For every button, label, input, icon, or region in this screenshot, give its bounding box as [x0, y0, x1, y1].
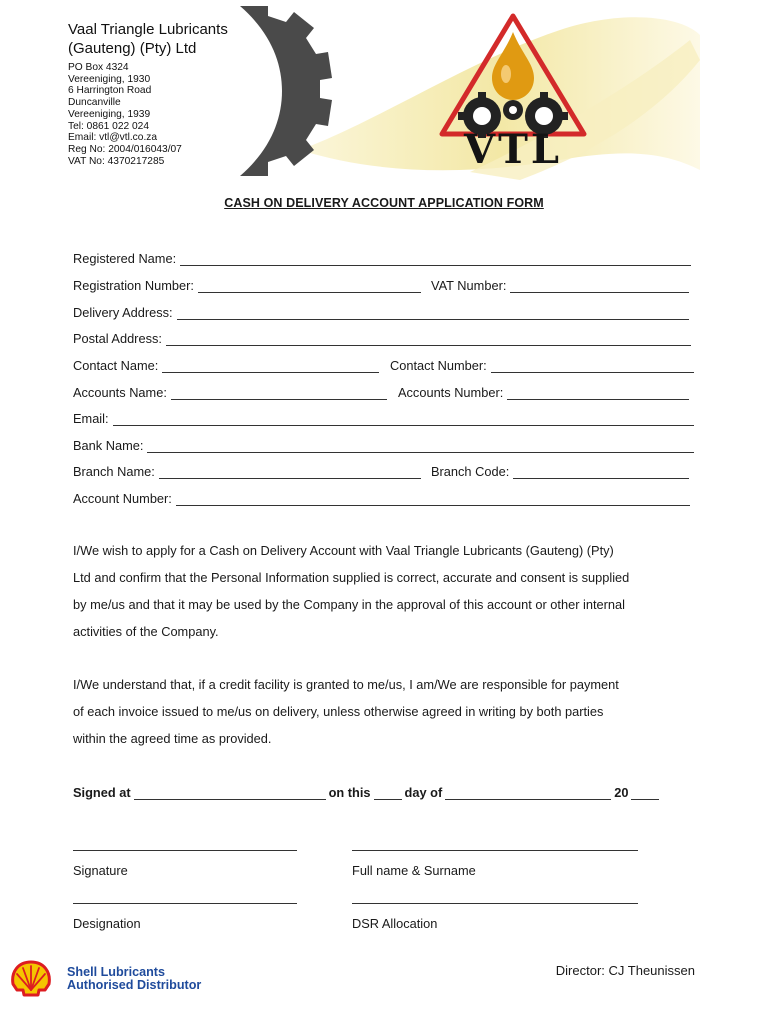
detail-vat-no: VAT No: 4370217285	[68, 155, 165, 167]
dsr-allocation-label: DSR Allocation	[352, 916, 438, 931]
on-this-label: on this	[328, 785, 371, 800]
detail-tel: Tel: 0861 022 024	[68, 120, 150, 132]
dsr-allocation-line[interactable]	[352, 902, 638, 904]
consent-line-1: I/We wish to apply for a Cash on Delivery Account with Vaal Triangle Lubricants (Gauteng) (Pty)	[73, 543, 614, 558]
row-registration-vat	[73, 275, 691, 293]
vat-number-line[interactable]	[510, 279, 689, 293]
registered-name-field[interactable]	[73, 248, 691, 266]
shell-line-2: Authorised Distributor	[67, 978, 202, 992]
consent-line-4: activities of the Company.	[73, 624, 219, 639]
responsibility-line-2: of each invoice issued to me/us on delivery, unless otherwise agreed in writing by both parties	[73, 704, 604, 719]
responsibility-line-1: I/We understand that, if a credit facility is granted to me/us, I am/We are responsible for payment	[73, 677, 619, 692]
signed-at-label: Signed at	[73, 785, 131, 800]
year-prefix-label: 20	[614, 785, 629, 800]
account-number-field[interactable]	[73, 488, 690, 506]
full-name-label: Full name & Surname	[352, 863, 476, 878]
bank-name-field[interactable]	[73, 435, 694, 453]
branch-code-field[interactable]	[431, 461, 689, 479]
accounts-number-label: Accounts Number:	[398, 385, 504, 400]
bank-name-line[interactable]	[147, 439, 694, 453]
contact-number-label: Contact Number:	[390, 358, 487, 373]
vat-number-label: VAT Number:	[431, 278, 507, 293]
postal-address-field[interactable]	[73, 328, 691, 346]
accounts-number-line[interactable]	[507, 386, 689, 400]
registration-number-line[interactable]	[198, 279, 421, 293]
month-blank[interactable]	[445, 786, 611, 800]
letterhead	[0, 0, 768, 182]
detail-po-box: PO Box 4324	[68, 62, 129, 73]
day-blank[interactable]	[374, 786, 402, 800]
accounts-name-label: Accounts Name:	[73, 385, 167, 400]
contact-number-field[interactable]	[390, 355, 694, 373]
signed-at-place-blank[interactable]	[134, 786, 326, 800]
detail-email: Email: vtl@vtl.co.za	[68, 132, 158, 144]
email-label: Email:	[73, 411, 109, 426]
branch-name-field[interactable]	[73, 461, 421, 479]
day-of-label: day of	[404, 785, 443, 800]
postal-address-line[interactable]	[166, 332, 691, 346]
full-name-line[interactable]	[352, 849, 638, 851]
director-name: Director: CJ Theunissen	[555, 963, 695, 978]
consent-paragraph	[73, 537, 703, 645]
vtl-logo-text: VTL	[464, 126, 562, 173]
detail-reg-no: Reg No: 2004/016043/07	[68, 143, 182, 155]
postal-address-label: Postal Address:	[73, 331, 162, 346]
delivery-address-field[interactable]	[73, 302, 689, 320]
designation-label: Designation	[73, 916, 141, 931]
row-bank-name	[73, 435, 695, 453]
delivery-address-line[interactable]	[177, 306, 689, 320]
account-number-label: Account Number:	[73, 491, 172, 506]
detail-suburb: Duncanville	[68, 97, 121, 109]
registration-number-label: Registration Number:	[73, 278, 194, 293]
consent-line-2: Ltd and confirm that the Personal Information supplied is correct, accurate and consent is supplied	[73, 570, 630, 585]
year-blank[interactable]	[631, 786, 659, 800]
bank-name-label: Bank Name:	[73, 438, 144, 453]
detail-city: Vereeniging, 1939	[68, 108, 151, 120]
row-email	[73, 408, 695, 426]
company-name-line1: Vaal Triangle Lubricants	[68, 21, 228, 38]
detail-street: 6 Harrington Road	[68, 85, 152, 97]
responsibility-line-3: within the agreed time as provided.	[73, 731, 272, 746]
signature-label: Signature	[73, 863, 128, 878]
company-contact-details	[68, 62, 228, 167]
shell-pecten-icon	[10, 960, 52, 998]
row-contact	[73, 355, 695, 373]
designation-line[interactable]	[73, 902, 297, 904]
contact-number-line[interactable]	[491, 359, 694, 373]
branch-name-line[interactable]	[159, 465, 421, 479]
shell-line-1: Shell Lubricants	[67, 965, 165, 979]
delivery-address-label: Delivery Address:	[73, 305, 173, 320]
contact-name-label: Contact Name:	[73, 358, 159, 373]
shell-distributor-text	[67, 966, 201, 992]
contact-name-field[interactable]	[73, 355, 379, 373]
account-number-line[interactable]	[176, 492, 690, 506]
row-account-number	[73, 488, 691, 506]
accounts-name-line[interactable]	[171, 386, 387, 400]
contact-name-line[interactable]	[162, 359, 379, 373]
registration-number-field[interactable]	[73, 275, 421, 293]
form-title: CASH ON DELIVERY ACCOUNT APPLICATION FORM	[224, 196, 544, 210]
branch-code-line[interactable]	[513, 465, 689, 479]
branch-name-label: Branch Name:	[73, 464, 155, 479]
company-block	[68, 20, 228, 167]
registered-name-line[interactable]	[180, 252, 691, 266]
detail-po-city: Vereeniging, 1930	[68, 73, 151, 85]
signature-line[interactable]	[73, 849, 297, 851]
branch-code-label: Branch Code:	[431, 464, 510, 479]
row-branch	[73, 461, 691, 479]
row-postal-address	[73, 328, 691, 346]
email-line[interactable]	[113, 412, 694, 426]
row-registered-name	[73, 248, 691, 266]
email-field[interactable]	[73, 408, 694, 426]
responsibility-paragraph	[73, 671, 703, 752]
accounts-name-field[interactable]	[73, 382, 387, 400]
signed-at-line	[73, 782, 662, 800]
accounts-number-field[interactable]	[398, 382, 689, 400]
registered-name-label: Registered Name:	[73, 251, 177, 266]
vat-number-field[interactable]	[431, 275, 689, 293]
consent-line-3: by me/us and that it may be used by the Company in the approval of this account or other internal	[73, 597, 626, 612]
company-name-line2: (Gauteng) (Pty) Ltd	[68, 40, 197, 57]
row-delivery-address	[73, 302, 691, 320]
row-accounts	[73, 382, 691, 400]
